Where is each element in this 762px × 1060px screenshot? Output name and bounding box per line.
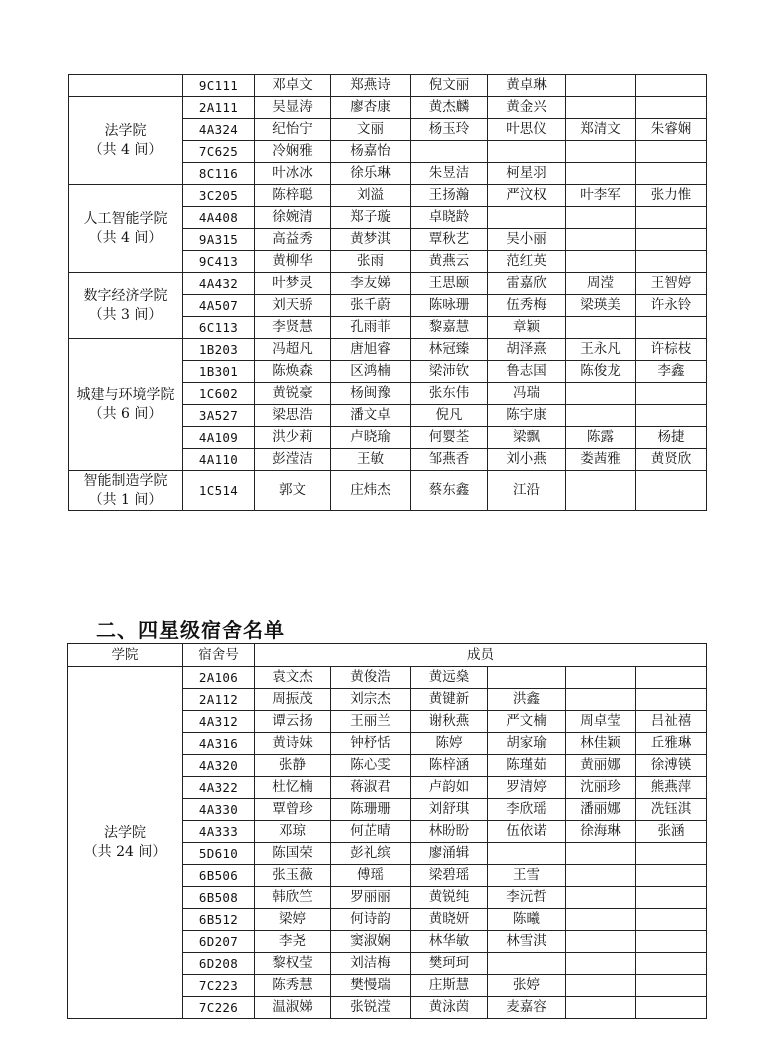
- member-name: 娄茜雅: [566, 449, 636, 471]
- college-name: 人工智能学院: [83, 210, 168, 227]
- table-row: [69, 185, 707, 207]
- member-name: 倪凡: [411, 405, 488, 427]
- member-name: 陈珊珊: [331, 799, 411, 821]
- member-name: 张婷: [488, 975, 566, 997]
- member-name: 杨捷: [636, 427, 707, 449]
- member-name: 鲁志国: [488, 361, 566, 383]
- member-name: [566, 997, 636, 1019]
- member-name: 刘洁梅: [331, 953, 411, 975]
- member-name: [566, 141, 636, 163]
- college-name: 城建与环境学院: [76, 386, 175, 403]
- college-cell: [69, 471, 183, 511]
- member-name: 徐乐琳: [331, 163, 411, 185]
- member-name: 陈梓聪: [255, 185, 331, 207]
- member-name: 傅瑶: [331, 865, 411, 887]
- member-name: 谭云扬: [255, 711, 331, 733]
- member-name: [636, 975, 707, 997]
- room-number: 2A112: [183, 689, 255, 711]
- room-number: 7C223: [183, 975, 255, 997]
- member-name: 范红英: [488, 251, 566, 273]
- member-name: 张玉薇: [255, 865, 331, 887]
- member-name: 黄金兴: [488, 97, 566, 119]
- member-name: 陈梓涵: [411, 755, 488, 777]
- member-name: 区鸿楠: [331, 361, 411, 383]
- room-number: 5D610: [183, 843, 255, 865]
- member-name: 卢晓瑜: [331, 427, 411, 449]
- member-name: 吕祉禧: [636, 711, 707, 733]
- college-name: 数字经济学院: [83, 287, 168, 304]
- member-name: 罗清婷: [488, 777, 566, 799]
- room-number: 1B301: [183, 361, 255, 383]
- member-name: [566, 383, 636, 405]
- room-count: （共 6 间）: [88, 405, 163, 422]
- member-name: 黄远燊: [411, 667, 488, 689]
- member-name: 郑清文: [566, 119, 636, 141]
- member-name: [566, 667, 636, 689]
- member-name: [636, 251, 707, 273]
- member-name: 梁思浩: [255, 405, 331, 427]
- member-name: [566, 251, 636, 273]
- member-name: 伍依诺: [488, 821, 566, 843]
- member-name: 邓卓文: [255, 75, 331, 97]
- member-name: 丘雅琳: [636, 733, 707, 755]
- member-name: 周滢: [566, 273, 636, 295]
- member-name: 徐溥锳: [636, 755, 707, 777]
- member-name: [636, 843, 707, 865]
- room-number: 4A110: [183, 449, 255, 471]
- member-name: [636, 471, 707, 511]
- member-name: 林雪淇: [488, 931, 566, 953]
- member-name: 李友娣: [331, 273, 411, 295]
- member-name: 唐旭睿: [331, 339, 411, 361]
- member-name: 洪鑫: [488, 689, 566, 711]
- member-name: 黄键新: [411, 689, 488, 711]
- member-name: [566, 909, 636, 931]
- member-name: 廖涌辑: [411, 843, 488, 865]
- college-cell: [69, 185, 183, 273]
- member-name: 许永铃: [636, 295, 707, 317]
- member-name: [636, 887, 707, 909]
- member-name: 杨闽豫: [331, 383, 411, 405]
- member-name: 陈俊龙: [566, 361, 636, 383]
- room-number: 9C111: [183, 75, 255, 97]
- member-name: 卓晓龄: [411, 207, 488, 229]
- member-name: 叶思仪: [488, 119, 566, 141]
- member-name: 罗丽丽: [331, 887, 411, 909]
- member-name: 冼钰淇: [636, 799, 707, 821]
- member-name: [566, 689, 636, 711]
- member-name: 梁沛钦: [411, 361, 488, 383]
- room-number: 9A315: [183, 229, 255, 251]
- member-name: 何婴荃: [411, 427, 488, 449]
- member-name: 郑燕诗: [331, 75, 411, 97]
- member-name: 伍秀梅: [488, 295, 566, 317]
- member-name: [636, 207, 707, 229]
- member-name: 王敏: [331, 449, 411, 471]
- member-name: 徐海琳: [566, 821, 636, 843]
- room-number: 2A106: [183, 667, 255, 689]
- member-name: 梁瑛美: [566, 295, 636, 317]
- member-name: 彭礼缤: [331, 843, 411, 865]
- room-number: 8C116: [183, 163, 255, 185]
- four-star-dorm-table: [67, 643, 707, 1019]
- member-name: 杨玉玲: [411, 119, 488, 141]
- room-number: 4A333: [183, 821, 255, 843]
- member-name: 周卓莹: [566, 711, 636, 733]
- dorm-table-continued: [68, 74, 707, 511]
- member-name: 梁碧瑶: [411, 865, 488, 887]
- member-name: 邹燕香: [411, 449, 488, 471]
- member-name: [488, 141, 566, 163]
- college-cell: [69, 339, 183, 471]
- member-name: 林佳颖: [566, 733, 636, 755]
- member-name: 张涵: [636, 821, 707, 843]
- college-name: 智能制造学院: [83, 472, 168, 489]
- room-number: 4A507: [183, 295, 255, 317]
- member-name: 黎权莹: [255, 953, 331, 975]
- member-name: 李鑫: [636, 361, 707, 383]
- member-name: [636, 953, 707, 975]
- room-count: （共 4 间）: [88, 229, 163, 246]
- member-name: 庄斯慧: [411, 975, 488, 997]
- member-name: 王永凡: [566, 339, 636, 361]
- room-number: 6D207: [183, 931, 255, 953]
- room-number: 7C226: [183, 997, 255, 1019]
- member-name: [566, 317, 636, 339]
- member-name: [566, 75, 636, 97]
- member-name: [636, 909, 707, 931]
- member-name: 叶冰冰: [255, 163, 331, 185]
- member-name: [636, 141, 707, 163]
- member-name: 黄丽娜: [566, 755, 636, 777]
- member-name: 朱昱洁: [411, 163, 488, 185]
- member-name: 张雨: [331, 251, 411, 273]
- room-number: 4A109: [183, 427, 255, 449]
- room-number: 4A322: [183, 777, 255, 799]
- member-name: 韩欣竺: [255, 887, 331, 909]
- member-name: 张千蔚: [331, 295, 411, 317]
- member-name: 江沿: [488, 471, 566, 511]
- member-name: 王思颐: [411, 273, 488, 295]
- room-number: 4A316: [183, 733, 255, 755]
- member-name: [636, 229, 707, 251]
- member-name: 徐婉清: [255, 207, 331, 229]
- member-name: 胡家瑜: [488, 733, 566, 755]
- room-number: 7C625: [183, 141, 255, 163]
- member-name: 雷嘉欣: [488, 273, 566, 295]
- table-row: [69, 471, 707, 511]
- member-name: 冯瑞: [488, 383, 566, 405]
- member-name: 文丽: [331, 119, 411, 141]
- member-name: 温淑娣: [255, 997, 331, 1019]
- college-name: 法学院: [104, 824, 146, 841]
- member-name: 麦嘉容: [488, 997, 566, 1019]
- member-name: [636, 163, 707, 185]
- member-name: [636, 405, 707, 427]
- member-name: 刘小燕: [488, 449, 566, 471]
- member-name: 黄俊浩: [331, 667, 411, 689]
- room-number: 6B512: [183, 909, 255, 931]
- room-number: 4A320: [183, 755, 255, 777]
- member-name: 黄梦淇: [331, 229, 411, 251]
- member-name: 何诗韵: [331, 909, 411, 931]
- member-name: 黄贤欣: [636, 449, 707, 471]
- room-count: （共 3 间）: [88, 306, 163, 323]
- member-name: 叶梦灵: [255, 273, 331, 295]
- member-name: 黄泳茵: [411, 997, 488, 1019]
- header-room: 宿舍号: [183, 644, 255, 667]
- member-name: [488, 953, 566, 975]
- member-name: [636, 931, 707, 953]
- member-name: 钟杼恬: [331, 733, 411, 755]
- room-number: 9C413: [183, 251, 255, 273]
- member-name: [566, 843, 636, 865]
- member-name: 黎嘉慧: [411, 317, 488, 339]
- member-name: 王扬瀚: [411, 185, 488, 207]
- member-name: 卢韵如: [411, 777, 488, 799]
- member-name: 王智婷: [636, 273, 707, 295]
- member-name: 杨嘉怡: [331, 141, 411, 163]
- member-name: 胡泽熹: [488, 339, 566, 361]
- table-row: [69, 75, 707, 97]
- member-name: 邓琼: [255, 821, 331, 843]
- member-name: [411, 141, 488, 163]
- table-row: [68, 667, 707, 689]
- college-cell: [69, 273, 183, 339]
- member-name: 陈瑾茹: [488, 755, 566, 777]
- member-name: [566, 931, 636, 953]
- member-name: 章颖: [488, 317, 566, 339]
- member-name: 黄锐纯: [411, 887, 488, 909]
- member-name: 熊燕萍: [636, 777, 707, 799]
- member-name: 张力惟: [636, 185, 707, 207]
- room-number: 3C205: [183, 185, 255, 207]
- room-number: 6B508: [183, 887, 255, 909]
- room-number: 6C113: [183, 317, 255, 339]
- member-name: 庄炜杰: [331, 471, 411, 511]
- member-name: 彭滢洁: [255, 449, 331, 471]
- college-cell: [68, 667, 183, 1019]
- member-name: 冷娴雅: [255, 141, 331, 163]
- member-name: 吴显涛: [255, 97, 331, 119]
- member-name: 林冠臻: [411, 339, 488, 361]
- college-cell: [69, 97, 183, 185]
- member-name: 陈焕森: [255, 361, 331, 383]
- member-name: 覃秋艺: [411, 229, 488, 251]
- member-name: 潘丽娜: [566, 799, 636, 821]
- member-name: 陈心雯: [331, 755, 411, 777]
- member-name: 陈国荣: [255, 843, 331, 865]
- member-name: 廖杏康: [331, 97, 411, 119]
- member-name: 黄杰麟: [411, 97, 488, 119]
- member-name: 陈咏珊: [411, 295, 488, 317]
- member-name: 樊慢瑞: [331, 975, 411, 997]
- member-name: 洪少莉: [255, 427, 331, 449]
- member-name: [566, 471, 636, 511]
- member-name: 郑子璇: [331, 207, 411, 229]
- member-name: 林盼盼: [411, 821, 488, 843]
- room-number: 2A111: [183, 97, 255, 119]
- member-name: 郭文: [255, 471, 331, 511]
- header-college: 学院: [68, 644, 183, 667]
- room-number: 1B203: [183, 339, 255, 361]
- member-name: 高益秀: [255, 229, 331, 251]
- section-title: 二、四星级宿舍名单: [96, 618, 285, 642]
- member-name: 李尧: [255, 931, 331, 953]
- room-number: 6D208: [183, 953, 255, 975]
- room-number: 4A324: [183, 119, 255, 141]
- table-row: [69, 97, 707, 119]
- member-name: 张东伟: [411, 383, 488, 405]
- member-name: [636, 997, 707, 1019]
- member-name: [488, 843, 566, 865]
- member-name: 黄诗妹: [255, 733, 331, 755]
- member-name: 谢秋燕: [411, 711, 488, 733]
- member-name: 许棕枝: [636, 339, 707, 361]
- member-name: 蒋淑君: [331, 777, 411, 799]
- member-name: [636, 75, 707, 97]
- member-name: 陈婷: [411, 733, 488, 755]
- member-name: 李沅哲: [488, 887, 566, 909]
- member-name: 张静: [255, 755, 331, 777]
- college-name: 法学院: [104, 122, 147, 139]
- member-name: [636, 689, 707, 711]
- room-number: 3A527: [183, 405, 255, 427]
- room-number: 4A312: [183, 711, 255, 733]
- member-name: [566, 207, 636, 229]
- member-name: 李欣瑶: [488, 799, 566, 821]
- room-count: （共 1 间）: [88, 491, 163, 508]
- member-name: 陈曦: [488, 909, 566, 931]
- room-number: 1C514: [183, 471, 255, 511]
- member-name: 何芷晴: [331, 821, 411, 843]
- member-name: 黄卓琳: [488, 75, 566, 97]
- table-row: [69, 273, 707, 295]
- member-name: 蔡东鑫: [411, 471, 488, 511]
- member-name: 黄柳华: [255, 251, 331, 273]
- member-name: [636, 317, 707, 339]
- member-name: [488, 207, 566, 229]
- member-name: 严汶权: [488, 185, 566, 207]
- college-cell: [69, 75, 183, 97]
- member-name: 王雪: [488, 865, 566, 887]
- member-name: [566, 975, 636, 997]
- member-name: [566, 887, 636, 909]
- table-row: [69, 339, 707, 361]
- member-name: 陈秀慧: [255, 975, 331, 997]
- member-name: [566, 405, 636, 427]
- member-name: 林华敏: [411, 931, 488, 953]
- member-name: [488, 667, 566, 689]
- member-name: 孔雨菲: [331, 317, 411, 339]
- member-name: [636, 667, 707, 689]
- member-name: 窦淑娴: [331, 931, 411, 953]
- member-name: 刘溢: [331, 185, 411, 207]
- member-name: 陈宇康: [488, 405, 566, 427]
- member-name: 朱睿娴: [636, 119, 707, 141]
- member-name: 李贤慧: [255, 317, 331, 339]
- member-name: [636, 383, 707, 405]
- member-name: 柯星羽: [488, 163, 566, 185]
- header-members: 成员: [255, 644, 707, 667]
- room-count: （共 4 间）: [88, 141, 163, 158]
- member-name: 刘天骄: [255, 295, 331, 317]
- member-name: 杜忆楠: [255, 777, 331, 799]
- member-name: 覃曾珍: [255, 799, 331, 821]
- member-name: 王丽兰: [331, 711, 411, 733]
- member-name: 吴小丽: [488, 229, 566, 251]
- room-number: 1C602: [183, 383, 255, 405]
- member-name: 黄燕云: [411, 251, 488, 273]
- member-name: 刘宗杰: [331, 689, 411, 711]
- member-name: 潘文卓: [331, 405, 411, 427]
- member-name: [566, 953, 636, 975]
- member-name: 梁飘: [488, 427, 566, 449]
- member-name: 沈丽珍: [566, 777, 636, 799]
- member-name: [566, 865, 636, 887]
- member-name: 黄锐豪: [255, 383, 331, 405]
- member-name: 陈露: [566, 427, 636, 449]
- room-count: （共 24 间）: [83, 843, 167, 860]
- member-name: 纪怡宁: [255, 119, 331, 141]
- table-header-row: [68, 644, 707, 667]
- member-name: [566, 97, 636, 119]
- member-name: 冯超凡: [255, 339, 331, 361]
- member-name: 刘舒琪: [411, 799, 488, 821]
- member-name: 梁婷: [255, 909, 331, 931]
- member-name: 樊珂珂: [411, 953, 488, 975]
- member-name: 黄晓妍: [411, 909, 488, 931]
- room-number: 6B506: [183, 865, 255, 887]
- member-name: [636, 97, 707, 119]
- member-name: [636, 865, 707, 887]
- member-name: [566, 163, 636, 185]
- member-name: 袁文杰: [255, 667, 331, 689]
- member-name: 严文楠: [488, 711, 566, 733]
- room-number: 4A408: [183, 207, 255, 229]
- member-name: 叶李军: [566, 185, 636, 207]
- member-name: [566, 229, 636, 251]
- member-name: 张锐滢: [331, 997, 411, 1019]
- member-name: 倪文丽: [411, 75, 488, 97]
- room-number: 4A432: [183, 273, 255, 295]
- member-name: 周振茂: [255, 689, 331, 711]
- room-number: 4A330: [183, 799, 255, 821]
